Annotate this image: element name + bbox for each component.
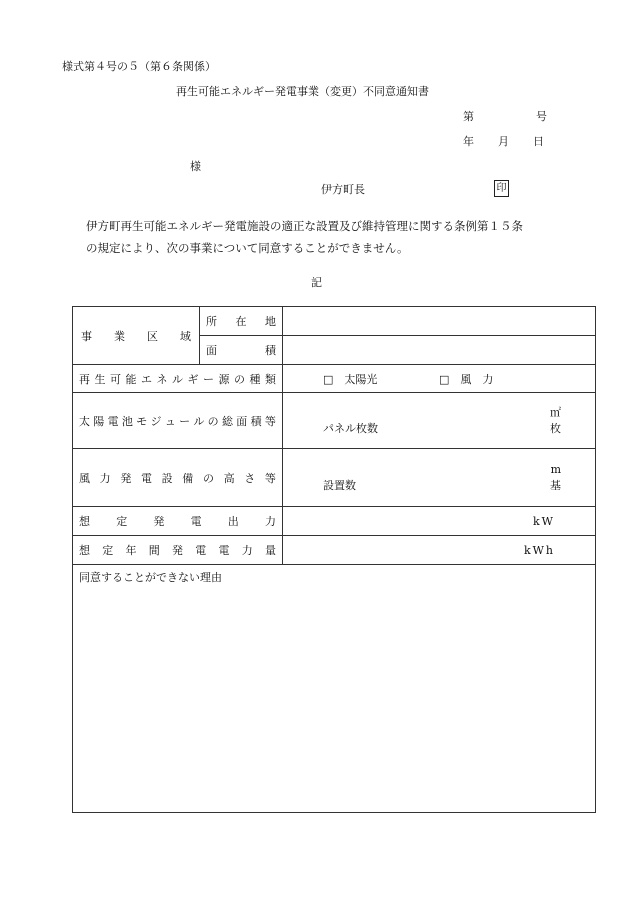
expected-output-label: 想 定 発 電 出 力 bbox=[73, 507, 283, 536]
wind-height-label: 風 力 発 電 設 備 の 高 さ 等 bbox=[73, 449, 283, 507]
wind-checkbox[interactable]: □ 風 力 bbox=[439, 372, 494, 386]
expected-output-value[interactable] bbox=[283, 507, 596, 536]
energy-type-options bbox=[283, 365, 596, 393]
unit-kw: kW bbox=[533, 514, 555, 528]
location-label: 所 在 地 bbox=[200, 307, 283, 336]
wind-height-value[interactable] bbox=[283, 449, 596, 507]
solar-checkbox[interactable]: □ 太陽光 bbox=[323, 372, 378, 386]
document-title: 再生可能エネルギー発電事業（変更）不同意通知書 bbox=[176, 85, 429, 98]
panel-count-unit: 枚 bbox=[550, 421, 561, 435]
install-count-label: 設置数 bbox=[323, 478, 356, 492]
business-area-label: 事 業 区 域 bbox=[73, 307, 200, 365]
solar-module-label: 太 陽 電 池 モ ジ ュ ー ル の 総 面 積 等 bbox=[73, 393, 283, 449]
issuer-name: 伊方町長 bbox=[321, 183, 365, 196]
annual-generation-label: 想 定 年 間 発 電 電 力 量 bbox=[73, 536, 283, 565]
addressee-suffix: 様 bbox=[190, 160, 201, 173]
date-year: 年 bbox=[463, 135, 474, 148]
annual-generation-value[interactable] bbox=[283, 536, 596, 565]
reason-field[interactable] bbox=[73, 565, 596, 813]
area-size-label: 面 積 bbox=[200, 336, 283, 365]
unit-kwh: kWh bbox=[523, 543, 555, 557]
area-size-value[interactable] bbox=[283, 336, 596, 365]
location-value[interactable] bbox=[283, 307, 596, 336]
unit-meter: m bbox=[550, 462, 561, 476]
energy-type-label: 再 生 可 能 エ ネ ル ギ ー 源 の 種 類 bbox=[73, 365, 283, 393]
unit-square-meter: ㎡ bbox=[550, 405, 561, 419]
install-count-unit: 基 bbox=[550, 478, 561, 492]
form-table bbox=[72, 306, 596, 813]
seal-mark: 印 bbox=[494, 180, 509, 197]
body-text-line2: の規定により、次の事業について同意することができません。 bbox=[86, 241, 409, 255]
solar-module-value[interactable] bbox=[283, 393, 596, 449]
doc-number-suffix: 号 bbox=[536, 110, 547, 123]
body-text-line1: 伊方町再生可能エネルギー発電施設の適正な設置及び維持管理に関する条例第１５条 bbox=[86, 219, 523, 233]
doc-number-prefix: 第 bbox=[463, 110, 474, 123]
form-number: 様式第４号の５（第６条関係） bbox=[62, 60, 216, 73]
date-day: 日 bbox=[533, 135, 544, 148]
date-month: 月 bbox=[498, 135, 509, 148]
ki-label: 記 bbox=[311, 276, 322, 289]
reason-label: 同意することができない理由 bbox=[79, 571, 222, 584]
panel-count-label: パネル枚数 bbox=[323, 421, 378, 435]
